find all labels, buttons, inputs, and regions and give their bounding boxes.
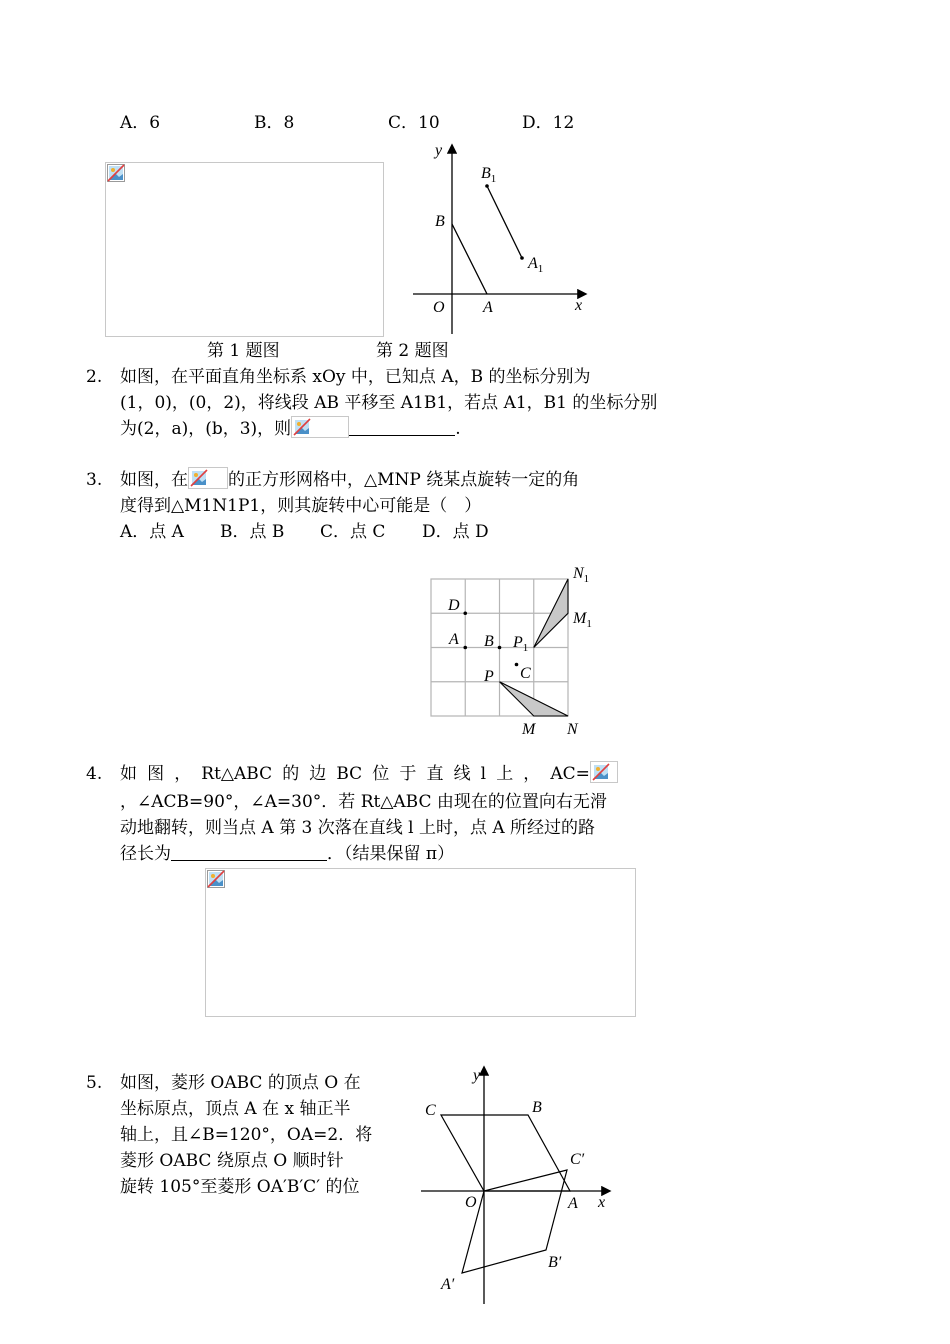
q4-word: 线 (453, 764, 471, 784)
point-b1 (485, 184, 489, 188)
caption-figure-2: 第 2 题图 (376, 341, 449, 361)
caption-figure-1: 第 1 题图 (207, 341, 280, 361)
q2-number: 2. (86, 367, 103, 387)
q5-line-1: 如图，菱形 OABC 的顶点 O 在 (120, 1073, 361, 1093)
label-c-prime: C′ (570, 1151, 585, 1168)
q4-word: ， (174, 764, 192, 784)
label-a-prime: A′ (441, 1276, 455, 1293)
rhombus-oabc (441, 1115, 570, 1191)
label-b: B (532, 1099, 542, 1116)
option-a: A．6 (120, 113, 161, 133)
figure-5-diagram (415, 1060, 620, 1310)
label-y: y (473, 1067, 481, 1084)
q4-answer-blank[interactable] (171, 842, 327, 861)
q3-option-a: A．点 A (120, 522, 184, 542)
q4-line-4-pre: 径长为 (120, 844, 171, 864)
broken-image-icon (592, 763, 610, 781)
point-a (463, 646, 467, 650)
label-m: M (522, 721, 536, 738)
q4-inline-image (590, 761, 618, 783)
q2-answer-blank[interactable] (349, 417, 455, 436)
q4-line-4 (120, 841, 454, 867)
point-c (515, 663, 519, 667)
q4-line-3: 动地翻转，则当点 A 第 3 次落在直线 l 上时，点 A 所经过的路 (120, 818, 596, 838)
q3-option-b: B．点 B (220, 522, 285, 542)
segment-a1b1 (487, 186, 522, 258)
point-b (498, 646, 502, 650)
point-a1 (520, 256, 524, 260)
q3-line-2: 度得到△M1N1P1，则其旋转中心可能是（ ） (120, 496, 482, 516)
q4-word: 直 (426, 764, 444, 784)
label-b1: $B_1$ (481, 165, 497, 185)
figure-3-grid (420, 560, 605, 745)
broken-image-icon (190, 469, 208, 487)
broken-image-icon (107, 164, 125, 182)
q2-line-3 (120, 416, 461, 442)
label-d: D (448, 597, 460, 614)
q3-line-1 (120, 467, 579, 493)
label-n: N (567, 721, 578, 738)
label-b: B (435, 213, 445, 230)
q4-word: 边 (309, 764, 327, 784)
q3-option-d: D．点 D (422, 522, 489, 542)
q2-line-1: 如图，在平面直角坐标系 xOy 中，已知点 A，B 的坐标分别为 (120, 367, 591, 387)
q5-line-5: 旋转 105°至菱形 OA′B′C′ 的位 (120, 1177, 360, 1197)
label-x: x (575, 297, 583, 314)
figure-1-image (105, 162, 384, 337)
figure-2-diagram (405, 138, 595, 338)
label-a: A (568, 1195, 578, 1212)
q3-number: 3. (86, 470, 103, 490)
label-o: O (433, 299, 445, 316)
q4-word: 上 (496, 764, 514, 784)
option-c: C．10 (388, 113, 440, 133)
label-p: P (484, 668, 494, 685)
q3-inline-image (188, 467, 228, 489)
q3-line-1-post: 的正方形网格中，△MNP 绕某点旋转一定的角 (228, 470, 580, 490)
label-b: B (484, 633, 494, 650)
broken-image-icon (207, 870, 225, 888)
q4-word: 的 (282, 764, 300, 784)
q4-word: Rt△ABC (201, 764, 273, 784)
q4-word: 位 (372, 764, 390, 784)
q3-line-1-pre: 如图，在 (120, 470, 188, 490)
q4-word: ， (523, 764, 541, 784)
q5-line-2: 坐标原点，顶点 A 在 x 轴正半 (120, 1099, 351, 1119)
label-a: A (483, 299, 493, 316)
label-c: C (425, 1102, 436, 1119)
q4-line-1 (120, 761, 618, 787)
option-d: D．12 (522, 113, 575, 133)
point-d (463, 611, 467, 615)
q4-ac-expression: AC= (550, 761, 618, 787)
label-a1: $A_1$ (528, 255, 544, 275)
label-x: x (598, 1194, 606, 1211)
label-c: C (520, 665, 531, 682)
option-b: B．8 (254, 113, 295, 133)
q5-number: 5. (86, 1073, 103, 1093)
label-m1: $M_1$ (573, 610, 592, 630)
q4-number: 4. (86, 764, 103, 784)
q2-line-3-text: 为(2，a)，(b，3)，则 (120, 419, 292, 439)
q5-line-4: 菱形 OABC 绕原点 O 顺时针 (120, 1151, 344, 1171)
q4-line-4-post: ．（结果保留 π） (327, 844, 455, 864)
q3-option-c: C．点 C (320, 522, 386, 542)
q4-word: BC (336, 764, 363, 784)
q4-word: l (480, 764, 487, 784)
q2-line-3-end: . (455, 419, 461, 439)
label-n1: $N_1$ (573, 565, 590, 585)
broken-image-icon (293, 418, 311, 436)
label-b-prime: B′ (548, 1254, 562, 1271)
label-p1: $P_1$ (513, 634, 529, 654)
label-o: O (465, 1194, 477, 1211)
q2-line-2: (1，0)，(0，2)，将线段 AB 平移至 A1B1，若点 A1，B1 的坐标分别 (120, 393, 658, 413)
segment-ab (452, 224, 487, 294)
q5-line-3: 轴上，且∠B=120°，OA=2．将 (120, 1125, 373, 1145)
q4-word: 如 (120, 764, 137, 784)
q4-word: 于 (399, 764, 417, 784)
figure-4-image (205, 868, 636, 1017)
q4-word: 图 (147, 764, 165, 784)
q2-inline-image (291, 416, 349, 438)
q4-line-2: ，∠ACB=90°，∠A=30°．若 Rt△ABC 由现在的位置向右无滑 (120, 792, 607, 812)
label-y: y (435, 142, 443, 159)
label-a: A (449, 631, 459, 648)
